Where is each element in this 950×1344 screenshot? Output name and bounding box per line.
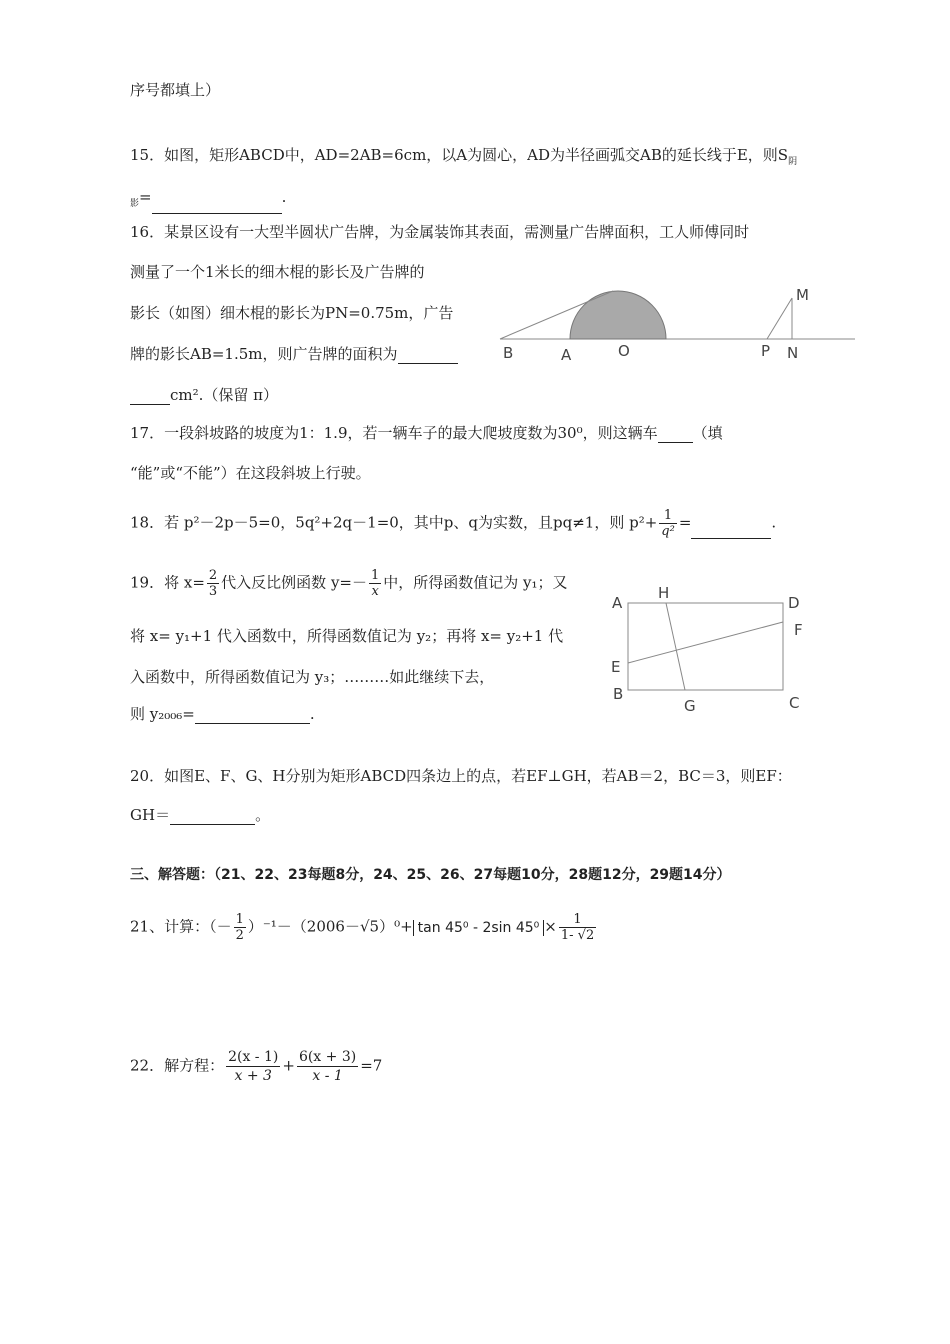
label-b: B	[503, 344, 514, 362]
q19-line1: 19．将 x= $\frac{2}{3}$ 代入反比例函数 y=－ $\frac{1}{x}$ 中，所得函数值记为 y₁；又	[130, 568, 568, 599]
fraction: $\frac{6(x + 3)}{x - 1}$	[298, 1049, 357, 1084]
q16-answer-blank[interactable]	[398, 349, 458, 364]
q18-answer-blank[interactable]	[691, 524, 771, 539]
q15-line1: 15．如图，矩形ABCD中，AD=2AB=6cm，以A为圆心，AD为半径画弧交AB的延长线于E，则$S_阴$	[130, 146, 798, 167]
sun-ray-stick	[767, 298, 792, 339]
fraction: $\frac{1}{1- √2}$	[560, 912, 595, 943]
label-o: O	[618, 342, 630, 360]
q22-line: 22．解方程： $\frac{2(x - 1)}{x + 3}$ + $\frac{6(x + 3)}{x - 1}$ =7	[130, 1049, 383, 1084]
label-b: B	[613, 685, 624, 703]
section-3-heading: 三、解答题：（21、22、23每题8分，24、25、26、27每题10分，28题12分，29题14分）	[130, 867, 731, 883]
label-d: D	[788, 594, 800, 612]
q20-line2: GH＝ 。	[130, 806, 271, 824]
q20-answer-blank[interactable]	[170, 810, 255, 825]
q18-line: 18．若 p²－2p－5=0，5q²+2q－1=0，其中p、q为实数，且pq≠1，则 p²+ $\frac{1}{\text{q²}}$ = .	[130, 508, 777, 539]
label-p: P	[761, 342, 771, 360]
q16-line4: 牌的影长AB=1.5m，则广告牌的面积为	[130, 344, 458, 364]
q19-line4: 则 y₂₀₀₆= .	[130, 705, 315, 723]
q17-answer-blank[interactable]	[658, 428, 693, 443]
q15-answer-blank[interactable]	[152, 199, 282, 214]
fraction: $\frac{2(x - 1)}{x + 3}$	[228, 1049, 279, 1084]
label-m: M	[796, 286, 809, 304]
q16-answer-blank-cont[interactable]	[130, 390, 170, 405]
fraction: $\frac{1}{2}$	[235, 912, 244, 943]
q16-line1: 16．某景区设有一大型半圆状广告牌，为金属装饰其表面，需测量广告牌面积，工人师傅同时	[130, 223, 750, 241]
segment-gh	[666, 603, 685, 690]
label-e: E	[611, 658, 621, 676]
fraction: $\frac{2}{3}$	[208, 568, 218, 599]
shadow-figure	[495, 280, 865, 370]
label-h: H	[658, 584, 670, 602]
q21-line: 21、计算：（－ $\frac{1}{2}$ ）⁻¹－（2006－√5）⁰+ tan 45⁰ - 2sin 45⁰ × $\frac{1}{1- √2}$	[130, 912, 595, 943]
label-g: G	[684, 697, 696, 715]
q15-line2: $_影$= .	[130, 187, 286, 214]
q19-answer-blank[interactable]	[195, 709, 310, 724]
label-c: C	[789, 694, 800, 712]
q16-line2: 测量了一个1米长的细木棍的影长及广告牌的	[130, 263, 425, 281]
absolute-value: tan 45⁰ - 2sin 45⁰	[413, 920, 545, 936]
label-a: A	[612, 594, 623, 612]
q17-line1: 17．一段斜坡路的坡度为1：1.9，若一辆车子的最大爬坡度数为30⁰，则这辆车 （填	[130, 424, 723, 442]
fraction: $\frac{1}{\text{q²}}$	[661, 508, 675, 539]
q16-line5: cm².（保留 π）	[130, 385, 278, 405]
semicircle-billboard	[570, 291, 666, 339]
rectangle-abcd	[628, 603, 783, 690]
label-n: N	[787, 344, 799, 362]
label-a: A	[561, 346, 572, 364]
q20-line1: 20．如图E、F、G、H分别为矩形ABCD四条边上的点，若EF⊥GH，若AB＝2，BC＝3，则EF：	[130, 767, 792, 785]
q19-line2: 将 x= y₁+1 代入函数中，所得函数值记为 y₂；再将 x= y₂+1 代	[130, 627, 564, 645]
rectangle-figure	[605, 582, 820, 717]
fraction: $\frac{1}{x}$	[370, 568, 380, 599]
label-f: F	[794, 621, 803, 639]
segment-ef	[628, 622, 783, 663]
line-0: 序号都填上）	[130, 81, 221, 99]
q16-line3: 影长（如图）细木棍的影长为PN=0.75m，广告	[130, 304, 454, 322]
q19-line3: 入函数中，所得函数值记为 y₃；………如此继续下去，	[130, 668, 495, 686]
q17-line2: “能”或“不能”）在这段斜坡上行驶。	[130, 464, 371, 482]
